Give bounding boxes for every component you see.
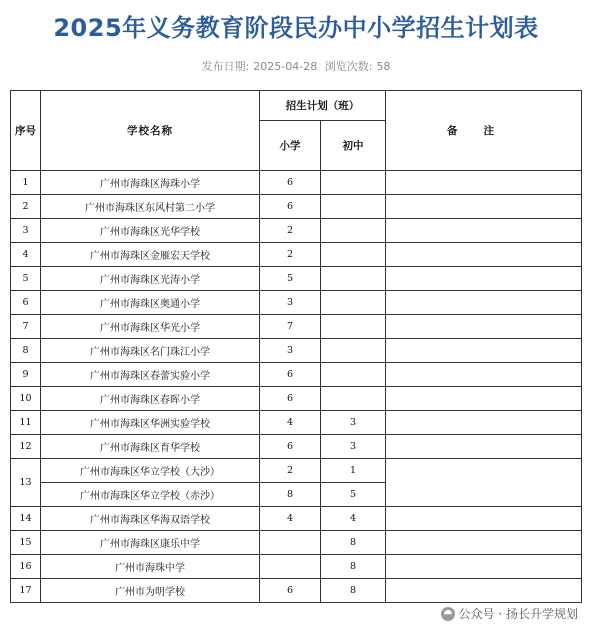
cell-primary-classes: 2 <box>260 243 321 267</box>
cell-junior-classes: 5 <box>321 483 386 507</box>
cell-seq: 6 <box>11 291 41 315</box>
views-label: 浏览次数: <box>324 60 373 73</box>
table-row <box>11 267 582 291</box>
header-plan-group: 招生计划（班） <box>260 91 386 121</box>
cell-school-name: 广州市海珠区华洲实验学校 <box>41 411 260 435</box>
cell-primary-classes <box>260 531 321 555</box>
cell-school-name: 广州市海珠区康乐中学 <box>41 531 260 555</box>
table-row <box>11 555 582 579</box>
publish-date-label: 发布日期: <box>201 60 250 73</box>
cell-seq: 5 <box>11 267 41 291</box>
header-note: 备注 <box>386 91 582 171</box>
table-row <box>11 387 582 411</box>
cell-school-name: 广州市海珠区春晖小学 <box>41 387 260 411</box>
cell-school-name: 广州市海珠区华光小学 <box>41 315 260 339</box>
cell-junior-classes <box>321 363 386 387</box>
cell-primary-classes: 6 <box>260 171 321 195</box>
watermark <box>441 605 578 622</box>
table-row <box>11 411 582 435</box>
cell-primary-classes: 3 <box>260 339 321 363</box>
cell-school-name: 广州市为明学校 <box>41 579 260 603</box>
page-title: 2025年义务教育阶段民办中小学招生计划表 <box>53 14 539 42</box>
cell-seq: 14 <box>11 507 41 531</box>
cell-primary-classes: 7 <box>260 315 321 339</box>
publish-date: 2025-04-28 <box>253 60 318 73</box>
cell-seq: 2 <box>11 195 41 219</box>
header-primary: 小学 <box>260 121 321 171</box>
table-row <box>11 315 582 339</box>
table-row <box>11 219 582 243</box>
cell-primary-classes: 6 <box>260 579 321 603</box>
cell-seq: 9 <box>11 363 41 387</box>
cell-seq: 17 <box>11 579 41 603</box>
cell-note <box>386 531 582 555</box>
cell-junior-classes <box>321 387 386 411</box>
cell-note <box>386 507 582 531</box>
cell-school-name: 广州市海珠区奥通小学 <box>41 291 260 315</box>
cell-school-name: 广州市海珠区华海双语学校 <box>41 507 260 531</box>
table-row <box>11 243 582 267</box>
cell-primary-classes: 6 <box>260 363 321 387</box>
cell-note <box>386 435 582 459</box>
table-row <box>11 171 582 195</box>
header-school-name: 学校名称 <box>41 91 260 171</box>
cell-junior-classes <box>321 315 386 339</box>
cell-school-name: 广州市海珠区育华学校 <box>41 435 260 459</box>
cell-junior-classes: 4 <box>321 507 386 531</box>
cell-primary-classes: 2 <box>260 459 321 483</box>
cell-note <box>386 243 582 267</box>
cell-note <box>386 339 582 363</box>
cell-primary-classes: 2 <box>260 219 321 243</box>
cell-seq: 11 <box>11 411 41 435</box>
watermark-text: 公众号 · 扬长升学规划 <box>458 607 578 621</box>
cell-note <box>386 171 582 195</box>
cell-note <box>386 579 582 603</box>
cell-junior-classes <box>321 339 386 363</box>
cell-junior-classes: 8 <box>321 555 386 579</box>
cell-seq: 4 <box>11 243 41 267</box>
cell-primary-classes: 6 <box>260 435 321 459</box>
table-row <box>11 531 582 555</box>
cell-school-name: 广州市海珠区海珠小学 <box>41 171 260 195</box>
cell-seq: 8 <box>11 339 41 363</box>
cell-seq: 12 <box>11 435 41 459</box>
cell-junior-classes: 3 <box>321 435 386 459</box>
publish-meta <box>0 58 592 74</box>
table-row <box>11 339 582 363</box>
cell-school-name: 广州市海珠区东风村第二小学 <box>41 195 260 219</box>
cell-primary-classes <box>260 555 321 579</box>
cell-junior-classes <box>321 267 386 291</box>
views-count: 58 <box>376 60 391 73</box>
cell-note <box>386 363 582 387</box>
cell-note <box>386 267 582 291</box>
table-row <box>11 291 582 315</box>
cell-seq: 16 <box>11 555 41 579</box>
table-body <box>11 171 582 603</box>
cell-note <box>386 555 582 579</box>
cell-junior-classes <box>321 195 386 219</box>
cell-primary-classes: 6 <box>260 387 321 411</box>
cell-school-name: 广州市海珠区名门珠江小学 <box>41 339 260 363</box>
header-junior: 初中 <box>321 121 386 171</box>
cell-junior-classes <box>321 291 386 315</box>
cell-junior-classes: 8 <box>321 531 386 555</box>
cell-primary-classes: 6 <box>260 195 321 219</box>
header-seq: 序号 <box>11 91 41 171</box>
cell-junior-classes: 1 <box>321 459 386 483</box>
cell-seq: 15 <box>11 531 41 555</box>
cell-primary-classes: 5 <box>260 267 321 291</box>
table-row <box>11 459 582 483</box>
cell-primary-classes: 4 <box>260 507 321 531</box>
cell-note <box>386 219 582 243</box>
cell-note <box>386 387 582 411</box>
cell-note <box>386 315 582 339</box>
cell-school-name: 广州市海珠区华立学校（大沙） <box>41 459 260 483</box>
cell-school-name: 广州市海珠区光华学校 <box>41 219 260 243</box>
cell-school-name: 广州市海珠区华立学校（赤沙） <box>41 483 260 507</box>
cell-school-name: 广州市海珠区春蕾实验小学 <box>41 363 260 387</box>
cell-school-name: 广州市海珠区光涛小学 <box>41 267 260 291</box>
cell-school-name: 广州市海珠中学 <box>41 555 260 579</box>
cell-seq: 7 <box>11 315 41 339</box>
cell-junior-classes <box>321 219 386 243</box>
table-row <box>11 507 582 531</box>
wechat-icon <box>441 607 455 621</box>
cell-school-name: 广州市海珠区金雁宏天学校 <box>41 243 260 267</box>
cell-seq: 10 <box>11 387 41 411</box>
enrollment-plan-table <box>10 90 582 603</box>
cell-primary-classes: 3 <box>260 291 321 315</box>
cell-primary-classes: 8 <box>260 483 321 507</box>
cell-primary-classes: 4 <box>260 411 321 435</box>
table-row <box>11 435 582 459</box>
cell-note <box>386 459 582 507</box>
cell-seq: 1 <box>11 171 41 195</box>
cell-note <box>386 291 582 315</box>
cell-note <box>386 411 582 435</box>
cell-junior-classes <box>321 171 386 195</box>
cell-junior-classes <box>321 243 386 267</box>
table-row <box>11 579 582 603</box>
table-row <box>11 195 582 219</box>
cell-note <box>386 195 582 219</box>
cell-junior-classes: 3 <box>321 411 386 435</box>
cell-junior-classes: 8 <box>321 579 386 603</box>
cell-seq: 13 <box>11 459 41 507</box>
cell-seq: 3 <box>11 219 41 243</box>
table-row <box>11 363 582 387</box>
